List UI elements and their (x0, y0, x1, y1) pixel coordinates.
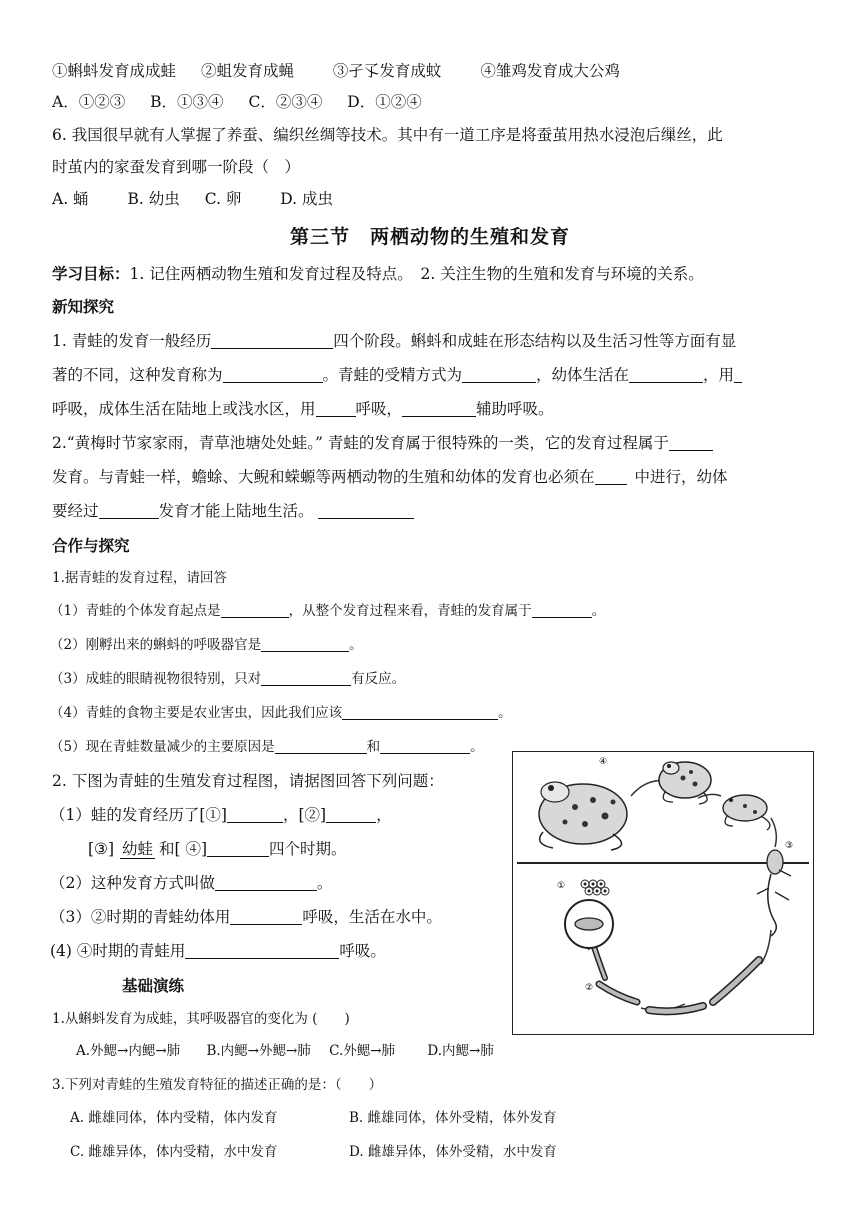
text: 。青蛙的受精方式为 (322, 366, 463, 384)
blank[interactable] (629, 366, 703, 383)
q5-option-a: A．①②③ (52, 93, 126, 111)
nk-p2-line1 (52, 432, 713, 454)
coop-q2-3 (50, 906, 442, 928)
coop-q1-1 (50, 600, 605, 622)
basic-q1-option-b: B.内鳃→外鳃→肺 (206, 1043, 311, 1059)
basic-q3: 3.下列对青蛙的生殖发育特征的描述正确的是：（ ） (52, 1077, 383, 1093)
q5-options (52, 91, 422, 113)
text: ，幼体生活在 (536, 366, 630, 384)
q5-item-4: ④雏鸡发育成大公鸡 (480, 62, 620, 80)
blank[interactable] (227, 806, 283, 823)
q6-options (52, 188, 333, 210)
q6-option-a: A. 蛹 (52, 190, 89, 208)
blank[interactable] (669, 434, 713, 451)
q5-item-2: ②蛆发育成蝇 (200, 62, 294, 80)
basic-heading: 基础演练 (122, 976, 185, 995)
text: 呼吸。 (339, 942, 386, 960)
coop-q2-1-cont (88, 838, 347, 860)
cycle-arrow (771, 818, 776, 847)
text: 。 (591, 603, 606, 619)
blank[interactable] (215, 874, 317, 891)
q5-item-3: ③孑孓发育成蚊 (332, 62, 442, 80)
basic-q3-option-d: D. 雌雄异体，体外受精，水中发育 (349, 1144, 557, 1160)
text: 发育。与青蛙一样，蟾蜍、大鲵和蝾螈等两栖动物的生殖和幼体的发育也必须在 (52, 468, 595, 486)
text: 呼吸，生活在水中。 (302, 908, 442, 926)
coop-q2-1 (50, 804, 392, 826)
blank[interactable] (532, 601, 592, 618)
text: （3）成蛙的眼睛视物很特别，只对 (50, 671, 262, 687)
text: ，从整个发育过程来看，青蛙的发育属于 (288, 603, 532, 619)
text: 呼吸，成体生活在陆地上或浅水区，用 (52, 400, 316, 418)
frog-eggs-icon (581, 880, 609, 895)
text: 呼吸， (355, 400, 403, 418)
blank[interactable] (211, 332, 333, 349)
text: （1）蛙的发育经历了[①] (50, 806, 227, 824)
text: 2.“黄梅时节家家雨，青草池塘处处蛙。” 青蛙的发育属于很特殊的一类，它的发育过程属于 (52, 434, 669, 452)
adult-frog-icon (659, 762, 711, 804)
blank[interactable] (230, 908, 302, 925)
stage-mark-4: ④ (599, 757, 608, 767)
text: （2）这种发育方式叫做 (50, 874, 215, 892)
text: ，用 (703, 366, 735, 384)
nk-p1-line1 (52, 330, 736, 352)
adult-frog-icon (539, 782, 627, 850)
learning-goals (52, 263, 704, 285)
coop-q2: 2. 下图为青蛙的生殖发育过程图，请据图回答下列问题： (52, 772, 444, 790)
section-title: 第三节 两栖动物的生殖和发育 (289, 226, 570, 248)
blank[interactable] (261, 669, 351, 686)
blank[interactable] (402, 400, 476, 417)
blank[interactable] (99, 502, 159, 519)
basic-q1-options (76, 1040, 494, 1062)
basic-q1-option-c: C.外鳃→肺 (329, 1043, 396, 1059)
q6-option-d: D. 成虫 (280, 190, 334, 208)
blank[interactable] (221, 601, 289, 618)
text: 辅助呼吸。 (476, 400, 554, 418)
nk-p1-line2 (52, 364, 742, 386)
embryo-magnified-icon (565, 900, 613, 948)
q6-line1: 6. 我国很早就有人掌握了养蚕、编织丝绸等技术。其中有一道工序是将蚕茧用热水浸泡后缫丝，此 (52, 126, 723, 144)
blank[interactable] (316, 400, 356, 417)
text: （2）刚孵出来的蝌蚪的呼吸器官是 (50, 637, 262, 653)
q6-option-c: C. 卵 (204, 190, 242, 208)
blank[interactable] (342, 703, 498, 720)
blank[interactable] (595, 468, 627, 485)
basic-q3-option-c: C. 雌雄异体，体内受精，水中发育 (70, 1144, 278, 1160)
coop-q1-2 (50, 634, 363, 656)
text: 要经过 (52, 502, 99, 520)
frog-life-cycle-illustration (513, 752, 813, 1034)
text: 四个阶段。蝌蚪和成蛙在形态结构以及生活习性等方面有显 (333, 332, 737, 350)
tadpole-icon (713, 960, 759, 1002)
text: ，[②] (282, 806, 327, 824)
tadpole-icon (599, 984, 637, 1002)
blank[interactable] (223, 366, 323, 383)
text: （3）②时期的青蛙幼体用 (50, 908, 231, 926)
text: 有反应。 (351, 671, 406, 687)
text: 中进行，幼体 (634, 468, 728, 486)
stage-mark-1: ① (557, 881, 566, 891)
q5-option-c: C．②③④ (248, 93, 323, 111)
goals-text: 1. 记住两栖动物生殖和发育过程及特点。 2. 关注生物的生殖和发育与环境的关系。 (129, 265, 704, 283)
basic-q1-option-d: D.内鳃→肺 (427, 1043, 494, 1059)
text: [③] (88, 840, 114, 858)
blank[interactable] (185, 942, 339, 959)
filled-answer-young-frog: 幼蛙 (122, 840, 154, 858)
text: (4) ④时期的青蛙用 (50, 942, 186, 960)
basic-q3-option-b: B. 雌雄同体，体外受精，体外发育 (349, 1110, 557, 1126)
q6-line2: 时茧内的家蚕发育到哪一阶段（ ） (52, 158, 301, 176)
nk-p1-line3 (52, 398, 554, 420)
coop-q1: 1.据青蛙的发育过程，请回答 (52, 570, 227, 586)
coop-heading: 合作与探究 (52, 536, 130, 555)
text: （4）青蛙的食物主要是农业害虫，因此我们应该 (50, 705, 343, 721)
q6-option-b: B. 幼虫 (127, 190, 180, 208)
coop-q1-3 (50, 668, 405, 690)
coop-q1-5 (50, 736, 484, 758)
text: 。 (316, 874, 333, 892)
text: 和[ ④] (159, 840, 208, 858)
text: 1. 青蛙的发育一般经历 (52, 332, 212, 350)
goals-label: 学习目标： (52, 264, 130, 283)
frog-life-cycle-figure (512, 751, 814, 1035)
blank[interactable] (207, 840, 269, 857)
text: 和 (366, 739, 381, 755)
q5-option-b: B．①③④ (150, 93, 224, 111)
coop-q2-2 (50, 872, 332, 894)
new-knowledge-heading: 新知探究 (52, 297, 115, 316)
q5-items (52, 60, 620, 82)
blank[interactable] (734, 366, 742, 383)
stage-mark-2: ② (585, 983, 594, 993)
text: （1）青蛙的个体发育起点是 (50, 603, 221, 619)
text: 。 (349, 637, 363, 653)
cycle-arrow (698, 794, 721, 798)
blank[interactable] (275, 737, 367, 754)
blank[interactable] (318, 502, 414, 519)
text: （5）现在青蛙数量减少的主要原因是 (50, 739, 275, 755)
blank[interactable] (261, 635, 349, 652)
blank[interactable] (326, 806, 376, 823)
text: 。 (498, 705, 512, 721)
text: 。 (470, 739, 484, 755)
coop-q1-4 (50, 702, 512, 724)
stage-mark-3: ③ (785, 841, 794, 851)
nk-p2-line3 (52, 500, 414, 522)
text: ， (376, 806, 392, 824)
basic-q3-option-a: A. 雌雄同体，体内受精，体内发育 (70, 1110, 278, 1126)
text: 著的不同，这种发育称为 (52, 366, 223, 384)
basic-q1-option-a: A.外鳃→内鳃→肺 (76, 1043, 181, 1059)
q5-item-1: ①蝌蚪发育成成蛙 (52, 62, 177, 80)
nk-p2-line2 (52, 466, 728, 488)
q5-option-d: D．①②④ (347, 93, 422, 111)
blank[interactable] (462, 366, 536, 383)
tadpole-icon (593, 944, 605, 978)
basic-q1: 1.从蝌蚪发育为成蛙，其呼吸器官的变化为 ( ) (52, 1011, 350, 1027)
young-frog-icon (723, 795, 770, 830)
text: 发育才能上陆地生活。 (158, 502, 314, 520)
blank[interactable] (380, 737, 470, 754)
coop-q2-4 (50, 940, 386, 962)
text: 四个时期。 (269, 840, 347, 858)
